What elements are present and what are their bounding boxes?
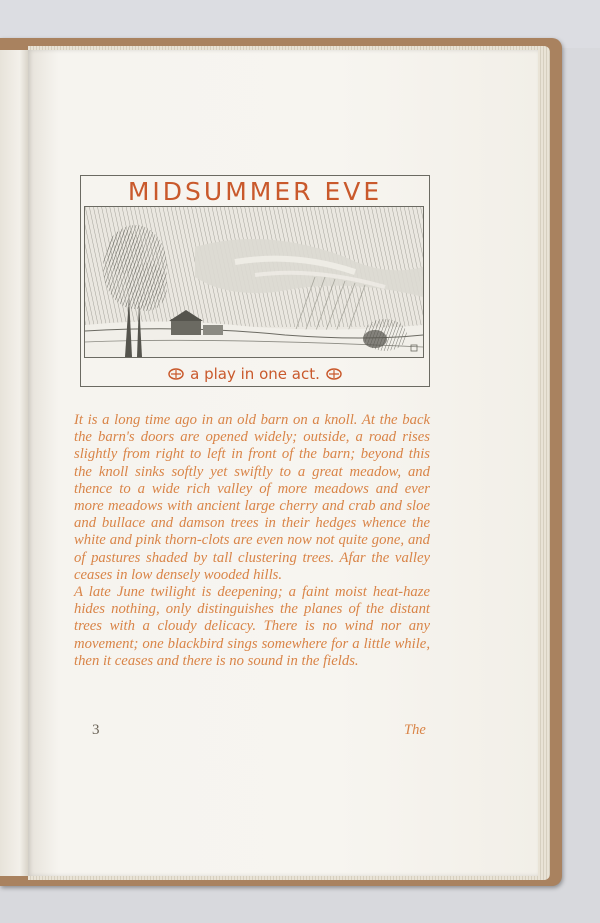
catchword: The	[404, 722, 426, 738]
page-number: 3	[92, 722, 100, 738]
play-subtitle: a play in one act.	[190, 365, 320, 383]
left-page-edge	[0, 50, 29, 876]
title-block	[80, 175, 430, 387]
paragraph-2: A late June twilight is deepening; a faint moist heat-haze hides nothing, only distinguishes the planes of the distant trees with a cloudy delicacy. There is no wind nor any movement; one blackbird sings somewhere for a little while, then it ceases and there is no sound in the fields.	[74, 584, 430, 669]
ornament-right-icon	[326, 368, 342, 380]
subtitle-row	[81, 364, 429, 384]
stage-directions	[74, 412, 430, 670]
play-title: MIDSUMMER EVE	[127, 177, 383, 206]
paragraph-1: It is a long time ago in an old barn on a knoll. At the back the barn's doors are opened widely; outside, a road rises slightly from right to left in front of the barn; beyond this the knoll sinks softly yet swiftly to a great meadow, and thence to a wide rich valley of more meadows and ever more meadows with ancient large cherry and crab and sloe and bullace and damson trees in their hedges whence the white and pink thorn-clots are even now not quite gone, and of pastures shaded by tall clustering trees. Afar the valley ceases in low densely wooded hills.	[74, 412, 430, 583]
ornament-left-icon	[168, 368, 184, 380]
landscape-illustration	[84, 206, 424, 358]
